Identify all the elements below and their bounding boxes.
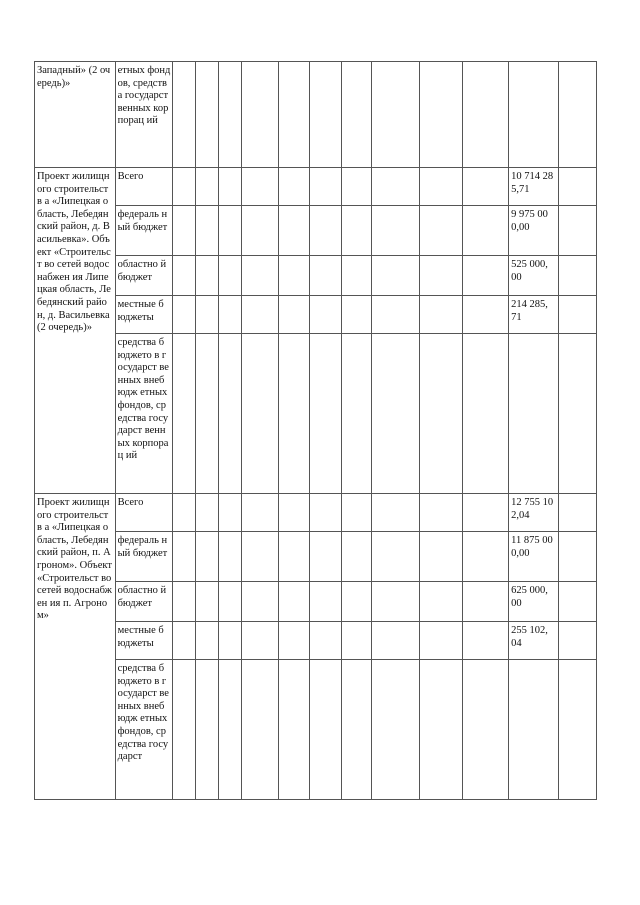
empty-cell (218, 660, 241, 800)
empty-cell (309, 532, 341, 582)
empty-cell (462, 334, 508, 494)
empty-cell (558, 62, 596, 168)
amount-cell: 10 714 285,71 (509, 168, 559, 206)
empty-cell (420, 660, 462, 800)
funding-source-cell: Всего (115, 168, 173, 206)
empty-cell (462, 168, 508, 206)
empty-cell (173, 660, 196, 800)
empty-cell (420, 334, 462, 494)
empty-cell (371, 582, 420, 622)
empty-cell (371, 622, 420, 660)
empty-cell (173, 168, 196, 206)
empty-cell (341, 660, 371, 800)
empty-cell (341, 62, 371, 168)
empty-cell (241, 62, 278, 168)
table-row (35, 334, 597, 494)
funding-source-cell: Всего (115, 494, 173, 532)
empty-cell (218, 494, 241, 532)
empty-cell (371, 296, 420, 334)
empty-cell (278, 660, 309, 800)
project-name-cell: Проект жилищного строительств а «Липецкая область, Лебедянский район, д. Васильевка». Объект «Строительст во сетей водоснабжен ия Липецкая область, Лебедянский район, д. Васильевка (2 очередь)» (35, 168, 116, 494)
empty-cell (241, 622, 278, 660)
project-name-cell: Проект жилищного строительств а «Липецкая область, Лебедянский район, п. Агроном». Объект «Строительст во сетей водоснабжен ия п. Агроном» (35, 494, 116, 800)
empty-cell (278, 168, 309, 206)
empty-cell (420, 582, 462, 622)
table-row (35, 62, 597, 168)
amount-cell (509, 334, 559, 494)
empty-cell (218, 62, 241, 168)
empty-cell (341, 256, 371, 296)
amount-cell: 625 000, 00 (509, 582, 559, 622)
empty-cell (309, 206, 341, 256)
empty-cell (241, 334, 278, 494)
empty-cell (462, 532, 508, 582)
empty-cell (341, 168, 371, 206)
empty-cell (371, 168, 420, 206)
empty-cell (558, 296, 596, 334)
empty-cell (278, 494, 309, 532)
empty-cell (558, 168, 596, 206)
empty-cell (341, 532, 371, 582)
table-row (35, 168, 597, 206)
empty-cell (196, 582, 219, 622)
empty-cell (218, 168, 241, 206)
empty-cell (173, 494, 196, 532)
table-row (35, 660, 597, 800)
empty-cell (196, 168, 219, 206)
empty-cell (309, 296, 341, 334)
empty-cell (371, 334, 420, 494)
empty-cell (196, 532, 219, 582)
empty-cell (173, 296, 196, 334)
empty-cell (420, 62, 462, 168)
empty-cell (241, 582, 278, 622)
empty-cell (462, 206, 508, 256)
empty-cell (241, 296, 278, 334)
empty-cell (173, 334, 196, 494)
empty-cell (341, 494, 371, 532)
empty-cell (278, 62, 309, 168)
empty-cell (558, 334, 596, 494)
empty-cell (278, 582, 309, 622)
empty-cell (241, 494, 278, 532)
empty-cell (420, 532, 462, 582)
funding-source-cell: федераль ный бюджет (115, 206, 173, 256)
amount-cell: 11 875 000,00 (509, 532, 559, 582)
empty-cell (309, 168, 341, 206)
funding-source-cell: етных фондов, средства государст венных корпорац ий (115, 62, 173, 168)
empty-cell (241, 256, 278, 296)
empty-cell (462, 296, 508, 334)
empty-cell (309, 62, 341, 168)
empty-cell (420, 494, 462, 532)
amount-cell: 255 102, 04 (509, 622, 559, 660)
funding-source-cell: средства бюджето в государст венных внебюдж етных фондов, средства государст венных корпорац ий (115, 334, 173, 494)
empty-cell (278, 532, 309, 582)
empty-cell (420, 206, 462, 256)
empty-cell (341, 206, 371, 256)
empty-cell (173, 62, 196, 168)
empty-cell (309, 582, 341, 622)
empty-cell (462, 494, 508, 532)
funding-source-cell: местные бюджеты (115, 296, 173, 334)
empty-cell (196, 334, 219, 494)
amount-cell: 9 975 000,00 (509, 206, 559, 256)
empty-cell (278, 256, 309, 296)
empty-cell (462, 582, 508, 622)
table-row (35, 494, 597, 532)
funding-source-cell: средства бюджето в государст венных внебюдж етных фондов, средства государст (115, 660, 173, 800)
empty-cell (278, 296, 309, 334)
empty-cell (462, 622, 508, 660)
empty-cell (196, 494, 219, 532)
empty-cell (196, 622, 219, 660)
empty-cell (196, 256, 219, 296)
empty-cell (218, 622, 241, 660)
empty-cell (278, 622, 309, 660)
empty-cell (420, 622, 462, 660)
empty-cell (371, 494, 420, 532)
empty-cell (558, 582, 596, 622)
empty-cell (341, 582, 371, 622)
table-row (35, 296, 597, 334)
table-row (35, 582, 597, 622)
empty-cell (558, 494, 596, 532)
empty-cell (420, 256, 462, 296)
empty-cell (341, 622, 371, 660)
empty-cell (241, 660, 278, 800)
empty-cell (341, 296, 371, 334)
empty-cell (173, 206, 196, 256)
amount-cell: 525 000, 00 (509, 256, 559, 296)
empty-cell (558, 660, 596, 800)
empty-cell (558, 622, 596, 660)
funding-source-cell: областно й бюджет (115, 582, 173, 622)
amount-cell (509, 660, 559, 800)
empty-cell (218, 532, 241, 582)
empty-cell (196, 206, 219, 256)
empty-cell (278, 334, 309, 494)
empty-cell (309, 334, 341, 494)
empty-cell (173, 532, 196, 582)
empty-cell (173, 582, 196, 622)
empty-cell (196, 296, 219, 334)
empty-cell (420, 296, 462, 334)
amount-cell: 12 755 102,04 (509, 494, 559, 532)
empty-cell (309, 494, 341, 532)
empty-cell (278, 206, 309, 256)
empty-cell (241, 532, 278, 582)
empty-cell (341, 334, 371, 494)
empty-cell (173, 622, 196, 660)
empty-cell (420, 168, 462, 206)
empty-cell (558, 206, 596, 256)
table-row (35, 622, 597, 660)
empty-cell (196, 660, 219, 800)
empty-cell (462, 660, 508, 800)
empty-cell (371, 206, 420, 256)
empty-cell (196, 62, 219, 168)
empty-cell (309, 622, 341, 660)
empty-cell (462, 62, 508, 168)
empty-cell (218, 256, 241, 296)
project-name-cell: Западный» (2 очередь)» (35, 62, 116, 168)
empty-cell (218, 334, 241, 494)
funding-source-cell: областно й бюджет (115, 256, 173, 296)
empty-cell (218, 206, 241, 256)
empty-cell (371, 532, 420, 582)
table-row (35, 532, 597, 582)
empty-cell (371, 62, 420, 168)
table-row (35, 206, 597, 256)
amount-cell (509, 62, 559, 168)
empty-cell (218, 582, 241, 622)
budget-table (34, 61, 597, 800)
empty-cell (218, 296, 241, 334)
funding-source-cell: федераль ный бюджет (115, 532, 173, 582)
table-row (35, 256, 597, 296)
empty-cell (371, 256, 420, 296)
empty-cell (371, 660, 420, 800)
empty-cell (309, 660, 341, 800)
empty-cell (241, 168, 278, 206)
table-body (35, 62, 597, 800)
empty-cell (558, 256, 596, 296)
empty-cell (173, 256, 196, 296)
empty-cell (462, 256, 508, 296)
empty-cell (309, 256, 341, 296)
amount-cell: 214 285, 71 (509, 296, 559, 334)
funding-source-cell: местные бюджеты (115, 622, 173, 660)
empty-cell (241, 206, 278, 256)
empty-cell (558, 532, 596, 582)
